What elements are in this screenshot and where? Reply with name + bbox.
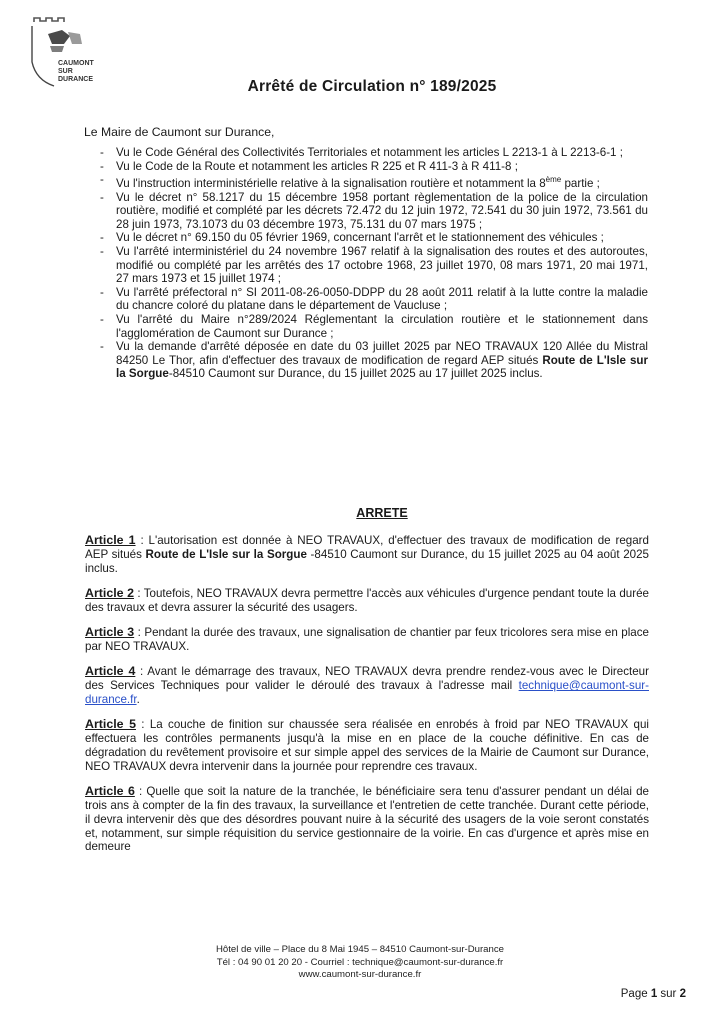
visa-text: Vu le Code Général des Collectivités Territoriales et notamment les articles L 2213-1 à L 2213-6-1 ; bbox=[116, 146, 623, 159]
list-item bbox=[100, 340, 648, 381]
list-item bbox=[100, 245, 648, 286]
email-link[interactable]: technique@caumont-sur-durance.fr bbox=[85, 679, 649, 706]
bullet-dash: - bbox=[100, 245, 104, 259]
article-2 bbox=[85, 587, 649, 615]
visa-text: Vu le Code de la Route et notamment les articles R 225 et R 411-3 à R 411-8 ; bbox=[116, 159, 518, 173]
article-label: Article 6 bbox=[85, 784, 135, 799]
article-6 bbox=[85, 785, 649, 854]
visa-text-part: Vu l'instruction interministérielle relative à la signalisation routière et notamment la 8 bbox=[116, 177, 546, 191]
visa-text: Vu l'arrêté du Maire n°289/2024 Réglementant la circulation routière et le stationnement dans l'agglomération de Caumont sur Durance ; bbox=[116, 312, 648, 340]
articles-section bbox=[85, 534, 649, 861]
location-bold: Route de L'Isle sur la Sorgue bbox=[116, 353, 648, 381]
list-item bbox=[100, 146, 648, 160]
page-total: 2 bbox=[679, 988, 686, 1000]
visa-text: Vu l'arrêté préfectoral n° SI 2011-08-26-0050-DDPP du 28 août 2011 relatif à la lutte contre la maladie du chancre coloré du platane dans le département de Vaucluse ; bbox=[116, 285, 648, 313]
article-text: : Toutefois, NEO TRAVAUX devra permettre l'accès aux véhicules d'urgence pendant toute la durée des travaux et devra assurer la sécurité des usagers. bbox=[85, 586, 649, 614]
footer-contact: Tél : 04 90 01 20 20 - Courriel : technique@caumont-sur-durance.fr bbox=[216, 956, 504, 968]
article-text: -84510 Caumont sur Durance, du 15 juillet 2025 au 04 août 2025 inclus. bbox=[85, 547, 649, 575]
list-item bbox=[100, 191, 648, 232]
bullet-dash: - bbox=[100, 190, 104, 204]
list-item bbox=[100, 160, 648, 174]
bullet-dash: - bbox=[100, 146, 104, 159]
article-label: Article 2 bbox=[85, 585, 135, 600]
list-item bbox=[100, 313, 648, 340]
list-item bbox=[100, 231, 648, 245]
article-5 bbox=[85, 718, 649, 773]
visa-text: Vu l'arrêté interministériel du 24 novembre 1967 relatif à la signalisation des routes et des autoroutes, modifié ou complété par les arrêtés des 17 octobre 1968, 23 juillet 1970, 08 mars 1971, 20 mai 1971, 27 mars 1973 et 15 juillet 1974 ; bbox=[116, 245, 648, 286]
visa-list bbox=[100, 146, 648, 381]
article-label: Article 3 bbox=[85, 625, 135, 640]
bullet-dash: - bbox=[100, 159, 104, 173]
superscript: ème bbox=[545, 175, 562, 185]
page-number bbox=[621, 988, 686, 1000]
article-text: . bbox=[136, 692, 140, 706]
visa-text-part: partie ; bbox=[561, 177, 600, 191]
article-label: Article 4 bbox=[85, 664, 136, 679]
page-current: 1 bbox=[650, 988, 658, 1000]
article-text: : Avant le démarrage des travaux, NEO TRAVAUX devra prendre rendez-vous avec le Directeur des Services Techniques pour valider le déroulé des travaux à l'adresse mail bbox=[85, 665, 649, 693]
bullet-dash: - bbox=[100, 231, 104, 245]
page-middle: sur bbox=[657, 988, 680, 1000]
page-prefix: Page bbox=[620, 988, 651, 1000]
visa-text bbox=[116, 340, 648, 381]
visa-text-part: Vu la demande d'arrêté déposée en date du 03 juillet 2025 par NEO TRAVAUX 120 Allée du Mistral 84250 Le Thor, afin d'effectuer des travaux de modification de regard AEP situés bbox=[116, 340, 648, 367]
article-text: : Quelle que soit la nature de la tranchée, le bénéficiaire sera tenu d'assurer pendant un délai de trois ans à compter de la fin des travaux, la surveillance et l'entretien de cette tranchée. Durant cette période, il devra intervenir dès que des désordres pouvant nuire à la sécurité des usagers de la voie seront constatés et, notamment, sur simple réquisition du service gestionnaire de la voirie. En cas d'urgence et après mise en demeure bbox=[85, 785, 649, 854]
list-item bbox=[100, 286, 648, 313]
article-text: : La couche de finition sur chaussée sera réalisée en enrobés à froid par NEO TRAVAUX qui effectuera les contrôles permanents jusqu'à la mise en en place de la couche définitive. En cas de dégradation du revêtement provisoire et sur simple appel des services de la Mairie de Caumont sur Durance, NEO TRAVAUX devra intervenir dans la journée pour reprendre ces travaux. bbox=[85, 718, 649, 773]
article-text: : L'autorisation est donnée à NEO TRAVAUX, d'effectuer des travaux de modification de regard AEP situés bbox=[85, 534, 649, 561]
article-1 bbox=[85, 534, 649, 575]
location-bold: Route de L'Isle sur la Sorgue bbox=[145, 547, 307, 561]
article-label: Article 1 bbox=[85, 533, 136, 547]
page-footer bbox=[150, 944, 570, 982]
article-3 bbox=[85, 626, 649, 654]
intro-text: Le Maire de Caumont sur Durance, bbox=[84, 125, 275, 139]
bullet-dash: - bbox=[100, 173, 104, 187]
visa-text: Vu le décret n° 69.150 du 05 février 1969, concernant l'arrêt et le stationnement des véhicules ; bbox=[116, 231, 604, 245]
logo-text-line2: SUR bbox=[58, 68, 73, 75]
footer-address: Hôtel de ville – Place du 8 Mai 1945 – 84510 Caumont-sur-Durance bbox=[216, 944, 504, 955]
bullet-dash: - bbox=[100, 285, 104, 299]
bullet-dash: - bbox=[100, 340, 104, 354]
visa-text: Vu le décret n° 58.1217 du 15 décembre 1958 portant règlementation de la police de la circulation routière, modifié et complété par les décrets 72.472 du 12 juin 1972, 72.541 du 30 juin 1972, 73.561 du 28 juin 1973, 73.1073 du 03 décembre 1973, 75.131 du 07 mars 1975 ; bbox=[116, 190, 648, 231]
page-title: Arrêté de Circulation n° 189/2025 bbox=[247, 78, 497, 95]
bullet-dash: - bbox=[100, 312, 104, 326]
article-label: Article 5 bbox=[85, 717, 136, 732]
list-item bbox=[100, 173, 648, 190]
logo-text-line1: CAUMONT bbox=[58, 60, 94, 67]
footer-website: www.caumont-sur-durance.fr bbox=[298, 969, 422, 981]
article-4 bbox=[85, 665, 649, 706]
logo-text-line3: DURANCE bbox=[58, 76, 93, 83]
article-text: : Pendant la durée des travaux, une signalisation de chantier par feux tricolores sera mise en place par NEO TRAVAUX. bbox=[85, 626, 650, 653]
arrete-heading: ARRETE bbox=[356, 506, 408, 520]
visa-text bbox=[116, 173, 648, 190]
visa-text-part: -84510 Caumont sur Durance, du 15 juillet 2025 au 17 juillet 2025 inclus. bbox=[168, 367, 543, 381]
